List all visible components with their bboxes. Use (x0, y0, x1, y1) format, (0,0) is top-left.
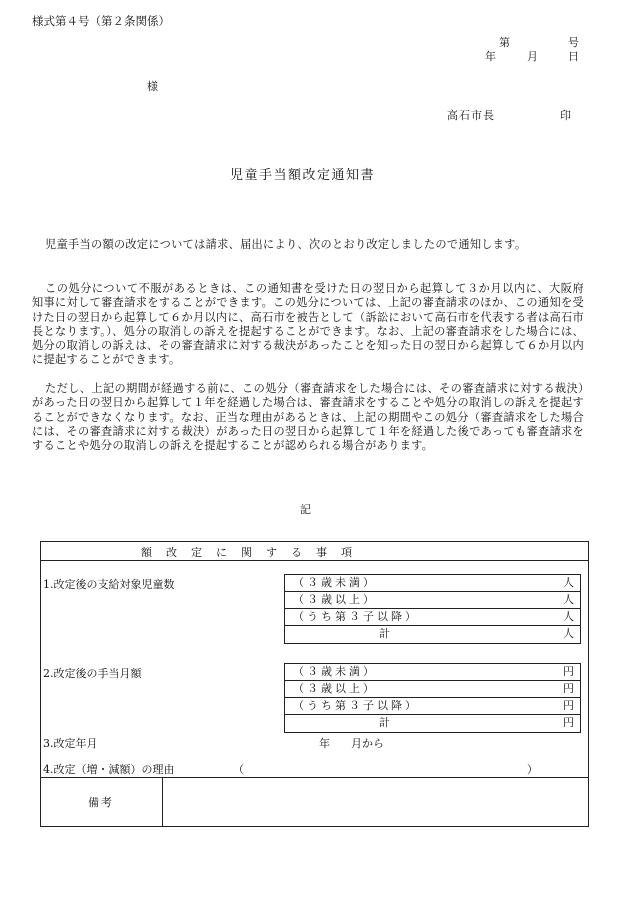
remarks-divider (41, 777, 588, 778)
row-label: 計 (379, 716, 390, 729)
table-header: 額改定に関する事項 (141, 546, 366, 559)
header-divider (41, 560, 588, 561)
date-month: 月 (527, 50, 538, 63)
item3-month-from: 月から (351, 737, 384, 750)
body-paragraph-appeal: この処分について不服があるときは、この通知書を受けた日の翌日から起算して３か月以内に、大阪府知事に対して審査請求をすることができます。この処分については、上記の審査請求のほか、この通知を受けた日の翌日から起算して６か月以内に、高石市を被告として（訴訟において高石市を代表する者は高石市長となります。）、処分の取消しの訴えを提起することができます。なお、上記の審査請求をした場合には、処分の取消しの訴えは、その審査請求に対する裁決があったことを知った日の翌日から起算して６か月以内に提起することができます。 (32, 282, 584, 367)
row-label: 計 (379, 627, 390, 640)
amount-row (285, 698, 580, 715)
amount-row (285, 715, 580, 732)
amount-row (285, 681, 580, 698)
child-count-table (284, 574, 581, 644)
item2-label: 2.改定後の手当月額 (43, 667, 142, 680)
ki-marker: 記 (300, 503, 311, 516)
row-label: （うち第３子以降） (293, 699, 419, 712)
row-label: （３歳以上） (293, 682, 377, 695)
monthly-amount-table (284, 663, 581, 733)
row-unit: 円 (563, 665, 574, 678)
row-unit: 人 (563, 627, 574, 640)
remarks-label: 備考 (88, 796, 114, 809)
form-id: 様式第４号（第２条関係） (32, 14, 170, 28)
issuer-title: 高石市長 (447, 109, 495, 122)
row-label: （３歳未満） (293, 576, 377, 589)
date-day: 日 (568, 50, 579, 63)
issuer-seal: 印 (560, 109, 571, 122)
body-paragraph-proviso: ただし、上記の期間が経過する前に、この処分（審査請求をした場合には、その審査請求に対する裁決）があった日の翌日から起算して１年を経過した場合は、審査請求をすることや処分の取消しの訴えを提起することができなくなります。なお、正当な理由があるときは、上記の期間やこの処分（審査請求をした場合には、その審査請求に対する裁決）があった日の翌日から起算して１年を経過した後であっても審査請求をすることや処分の取消しの訴えを提起することが認められる場合があります。 (32, 382, 584, 453)
item3-label: 3.改定年月 (43, 737, 98, 750)
row-unit: 人 (563, 576, 574, 589)
recipient-suffix: 様 (147, 80, 158, 93)
row-unit: 人 (563, 610, 574, 623)
date-year: 年 (485, 50, 496, 63)
row-label: （３歳以上） (293, 593, 377, 606)
document-title: 児童手当額改定通知書 (230, 168, 376, 183)
remarks-column-divider (162, 777, 163, 826)
revision-table (40, 541, 589, 827)
row-unit: 円 (563, 699, 574, 712)
doc-number-dai: 第 (499, 36, 510, 49)
child-count-row (285, 592, 580, 609)
item4-close-paren: ） (527, 763, 538, 776)
row-label: （うち第３子以降） (293, 610, 419, 623)
item4-label: 4.改定（増・減額）の理由 (43, 763, 175, 776)
row-unit: 人 (563, 593, 574, 606)
row-unit: 円 (563, 682, 574, 695)
child-count-row (285, 626, 580, 643)
item4-open-paren: （ (233, 763, 244, 776)
row-unit: 円 (563, 716, 574, 729)
item1-label: 1.改定後の支給対象児童数 (43, 578, 175, 591)
row-label: （３歳未満） (293, 665, 377, 678)
amount-row (285, 664, 580, 681)
child-count-row (285, 575, 580, 592)
body-paragraph-notice: 児童手当の額の改定については請求、届出により、次のとおり改定しましたので通知します。 (45, 238, 527, 251)
item3-year: 年 (319, 737, 330, 750)
doc-number-go: 号 (568, 36, 579, 49)
child-count-row (285, 609, 580, 626)
